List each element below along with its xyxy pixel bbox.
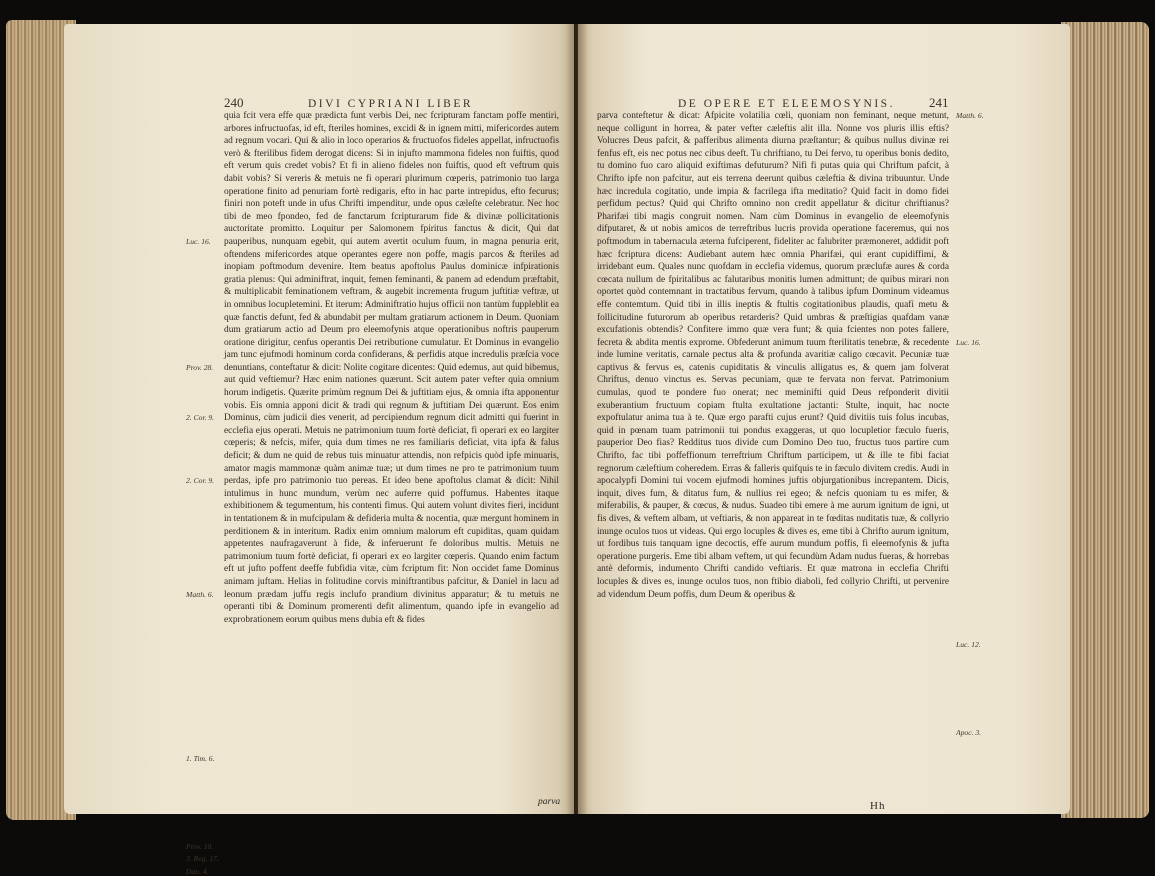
margin-reference-note: Apoc. 3. bbox=[956, 728, 982, 738]
margin-reference-note: 2. Cor. 9. bbox=[186, 476, 215, 486]
right-running-head: DE OPERE ET ELEEMOSYNIS. bbox=[678, 98, 895, 110]
left-body-text bbox=[224, 110, 559, 626]
margin-reference-note: Prov. 28. bbox=[186, 363, 214, 372]
right-paragraph: parva conteftetur & dicat: Afpicite volatilia cœli, quoniam non feminant, neque metunt, neque colligunt in horrea, & pater vefter cæleftis alit illa. Nonne vos pluris illis eftis? Volucres Deus pafcit, & pafferibus alimenta diurna præſtantur; & quibus nullus divinæ rei fenfus eft, eis nec potus nec cibus deeft. Tu chriftiano, tu Dei fervo, tu operibus bonis dedito, tu domino fuo caro aliquid exiftimas defuturum? Nifi fi putas quia qui Chriftum pafcit, à Chrifto ipfe non pafcitur, aut eis terrena deerunt quibus cæleftia & divina tribuuntur. Unde hæc incredula cogitatio, unde impia & facrilega ifta meditatio? Quid facit in domo fidei perfidum pectus? Quid qui Chrifto omnino non credit appellatur & dicitur chriftianus? Pharifæi tibi magis congruit nomen. Nam cùm Dominus in evangelio de eleemofynis difputaret, & ut nobis amicos de terreftribus lucris provida operatione faceremus, qui nos poftmodum in tabernacula æterna fufciperent, fideliter ac falubriter præmoneret, addidit poft hæc fcriptura dicens: Audiebant autem hæc omnia Pharifæi, qui erant cupidiffimi, & irridebant eum. Quales nunc quofdam in ecclefia videmus, quorum præclufæ aures & corda cœcata nullum de fpiritalibus ac falutaribus monitis lumen admittunt; de quibus mirari non oportet quòd contemnant in tractatibus fervum, quando à talibus ipfum Dominum videamus effe contemtum. Quid tibi in illis ineptis & ftultis cogitationibus plaudis, quafi metu & follicitudine futurorum ab operibus retarderis? Quid umbras & præſtigias quafdam vanæ excufationis obtendis? Confitere immo quæ vera funt; & quia fcientes non potes fallere, fecreta & abdita mentis exprome. Obfederunt animum tuum fterilitatis tenebræ, & recedente inde lumine veritatis, carnale pectus alta & profunda avaritiæ caligo cœcavit. Pecuniæ tuæ captivus & fervus es, catenis cupiditatis & vinculis alligatus es, & quem jam folverat Chriftus, denuo vinctus es. Servas pecuniam, quæ te fervata non fervat. Patrimonium cumulas, quod te pondere fuo onerat; nec meminifti quid Deus refponderit divitii exuberantium fructuum copiam ftulta exultatione jactanti: Stulte, inquit, hac nocte expoftulatur anima tua à te. Quæ ergo parafti cujus erunt? Quid divitiis tuis folus incubas, quid in pœnam tuam patrimonii tui pondus exaggeras, ut quo locupletior fæculo fueris, pauperior Deo fias? Redditus tuos divide cum Domino Deo tuo, fructus tuos partire cum Chrifto, fac tibi poffeffionum terreftrium Chriftum participem, ut & ille te fibi faciat regnorum cæleftium coheredem. Erras & falleris quifquis te in fæculo divitem credis. Audi in apocalypfi Domini tui vocem ejufmodi homines juftis objurgationibus increpantem. Dicis, inquit, dives fum, & ditatus fum, & nullius rei egeo; & nefcis quoniam tu es mifer, & miferabilis, & pauper, & cœcus, & nudus. Suadeo tibi emere à me aurum ignitum de igni, ut fis dives, & veftem albam, ut veftiaris, & non appareat in te fœditas nuditatis tuæ, & collyrio inunge oculos tuos ut videas. Qui ergo locuples & dives es, eme tibi à Chrifto aurum ignitum, ut fordibus tuis tanquam igne decoctis, effe aurum mundum poffis, fi eleemofynis & jufta operatione purgeris. Eme tibi albam veftem, ut qui fecundùm Adam nudus fueras, & horrebas antè deformis, indumento Chrifti candido veftiaris. Et quæ matrona in ecclefia Chrifti locuples & dives es, inunge oculos tuos, non ftibio diaboli, fed collyrio Chrifti, ut pervenire ad videndum Deum poffis, dum Deum & operibus & bbox=[597, 111, 949, 600]
signature-mark: Hh bbox=[870, 800, 886, 812]
margin-reference-note: Dan. 4. bbox=[186, 867, 209, 876]
margin-reference-note: Matth. 6. bbox=[956, 111, 984, 120]
gutter-shadow bbox=[566, 24, 588, 814]
margin-reference-note: Luc. 12. bbox=[956, 640, 981, 650]
left-page-number: 240 bbox=[224, 95, 244, 110]
catchword: parva bbox=[538, 797, 561, 807]
margin-reference-note: Luc. 16. bbox=[186, 237, 211, 246]
right-page-number: 241 bbox=[929, 95, 949, 110]
right-page-edges bbox=[1061, 22, 1149, 818]
margin-reference-note: 1. Tim. 6. bbox=[186, 753, 215, 763]
right-body-text bbox=[597, 110, 949, 601]
margin-reference-note: 2. Cor. 9. bbox=[186, 413, 215, 423]
margin-reference-note: Luc. 16. bbox=[956, 337, 981, 347]
left-running-head: DIVI CYPRIANI LIBER bbox=[308, 98, 474, 110]
margin-reference-note: Matth. 6. bbox=[186, 589, 214, 599]
margin-reference-note: 3. Reg. 17. bbox=[186, 854, 219, 864]
left-paragraph: quia fcit vera effe quæ prædicta funt verbis Dei, nec fcripturam fanctam poffe mentiri, arbores infructuofas, id eft, fteriles homines, excidi & in ignem mitti, mifericordes autem ad regnum vocari. Qui & alio in loco operarios & fructuofos fideles appellat, infructuofis verò & fterilibus fidem derogat dicens: Si in injufto mammona fideles non fuiftis, quod eft verum quis credet vobis? Et fi in alieno fideles non fuiftis, quod eft veftrum quis dabit vobis? Si vereris & metuis ne fi operari plurimum cœperis, patrimonio tuo larga operatione finito ad penuriam fortè redigaris, efto in hac parte intrepidus, efto fecurus; finiri non poteft unde in ufus Chrifti impenditur, unde opus cæleſte celebratur. Nec hoc tibi de meo fpondeo, fed de fanctarum fcripturarum fide & divinæ pollicitationis auctoritate promitto. Loquitur per Salomonem fpiritus fanctus & dicit, Qui dat pauperibus, nunquam egebit, qui autem avertit oculum fuum, in magna penuria erit, oftendens mifericordes atque operantes egere non poffe, magis parcos & fteriles ad inopiam poftmodum devenire. Item beatus apoftolus Paulus dominicæ infpirationis gratia plenus: Qui adminiftrat, inquit, femen feminanti, & panem ad edendum præftabit, & multiplicabit feminationem veftram, & augebit incrementa frugum juftitiæ veftræ, ut in omnibus locupletemini. Et iterum: Adminiftratio hujus officii non tantùm fuppleblit ea quæ fanctis defunt, fed & abundabit per multam gratiarum actionem in Deum. Quoniam dum gratiarum actio ad Deum pro eleemofynis atque operationibus noftris pauperum oratione dirigitur, cenfus operantis Dei retributione cumulatur. Et Dominus in evangelio jam tunc ejufmodi hominum corda confiderans, & perfidis atque incredulis præſcia voce denuntians, conteftatur & dicit: Nolite cogitare dicentes: Quid edemus, aut quid bibemus, aut quid veftiemur? Hæc enim nationes quærunt. Scit autem pater vefter quia omnium horum indigetis. Quærite primùm regnum Dei & juftitiam ejus, & omnia ifta apponentur vobis. Eis omnia apponi dicit & tradi qui regnum & juftitiam Dei quærunt. Eos enim Dominus, cùm judicii dies venerit, ad percipiendum regnum dicit admitti qui fuerint in ecclefia ejus operati. Metuis ne patrimonium tuum fortè deficiat, fi operari ex eo largiter cœperis; & nefcis, mifer, quia dum times ne res familiaris deficiat, vita ipfa & falus deficit; & dum ne quid de rebus tuis minuatur attendis, non refpicis quòd ipfe minuaris, amator magis mammonæ quàm animæ tuæ; ut dum times ne pro te patrimonium tuum perdas, ipfe pro patrimonio tuo pereas. Et ideo bene apoftolus clamat & dicit: Nihil intulimus in hunc mundum, verùm nec auferre quid poffumus. Habentes itaque exhibitionem & tegumentum, his contenti fimus. Qui autem volunt divites fieri, incidunt in tentationem & in mufcipulam & defideria multa & nocentia, quæ mergunt hominem in perditionem & in interitum. Radix enim omnium malorum eft cupiditas, quam quidam appetentes naufragaverunt à fide, & inferuerunt fe doloribus multis. Metuis ne patrimonium tuum fortè deficiat, fi operari ex eo largiter cœperis. Quando enim factum eft ut jufto poffent deeffe fubfidia vitæ, cùm fcriptum fit: Non occidet fame Dominus animam juftam. Helias in folitudine corvis miniftrantibus pafcitur, & Daniel in lacu ad leonum prædam juffu regis inclufo prandium divinitus apparatur; & tu metuis ne operanti tibi & Dominum promerenti defit alimentum, quando ipfe in evangelio ad exprobrationem eorum quibus mens dubia eft & fides bbox=[224, 111, 559, 625]
margin-reference-note: Prov. 10. bbox=[186, 841, 214, 851]
